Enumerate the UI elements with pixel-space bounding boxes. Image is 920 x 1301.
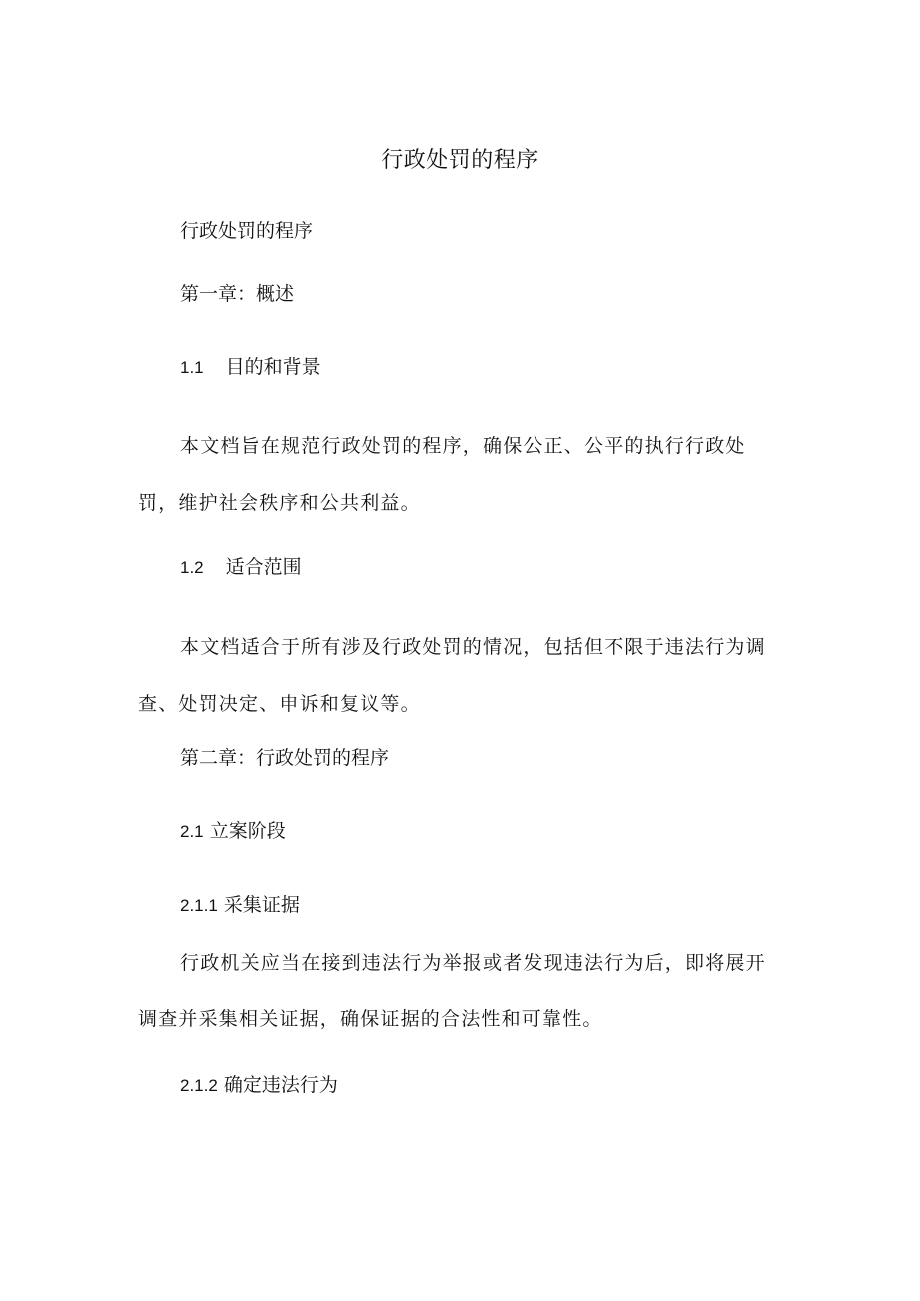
section-2-1-2-heading: [180, 1072, 338, 1099]
section-1-2-title: 适合范围: [225, 556, 302, 578]
section-1-1-heading: [180, 354, 321, 381]
section-1-2-body: 本文档适合于所有涉及行政处罚的情况，包括但不限于违法行为调查、处罚决定、申诉和复议等。: [138, 636, 766, 715]
section-2-1-1-body: 行政机关应当在接到违法行为举报或者发现违法行为后，即将展开调查并采集相关证据，确保证据的合法性和可靠性。: [138, 952, 766, 1030]
section-1-1-number: 1.1: [180, 358, 204, 377]
section-1-1-body: 本文档旨在规范行政处罚的程序，确保公正、公平的执行行政处罚，维护社会秩序和公共利益。: [138, 435, 746, 514]
document-subtitle: 行政处罚的程序: [180, 220, 314, 242]
section-1-2-number: 1.2: [180, 558, 204, 577]
section-2-1-heading: [180, 818, 286, 845]
section-2-1-number: 2.1: [180, 822, 204, 841]
section-2-1-1-heading: [180, 892, 300, 919]
section-1-1-title: 目的和背景: [225, 356, 321, 378]
section-2-1-2-title: 确定违法行为: [223, 1074, 338, 1096]
chapter-2-heading: 第二章：行政处罚的程序: [180, 747, 390, 769]
section-2-1-1-number: 2.1.1: [180, 896, 218, 915]
section-2-1-title: 立案阶段: [209, 820, 286, 842]
section-2-1-2-number: 2.1.2: [180, 1076, 218, 1095]
section-1-2-heading: [180, 554, 302, 581]
document-title: 行政处罚的程序: [381, 148, 539, 173]
section-2-1-1-title: 采集证据: [223, 894, 300, 916]
chapter-1-heading: 第一章：概述: [180, 283, 295, 305]
